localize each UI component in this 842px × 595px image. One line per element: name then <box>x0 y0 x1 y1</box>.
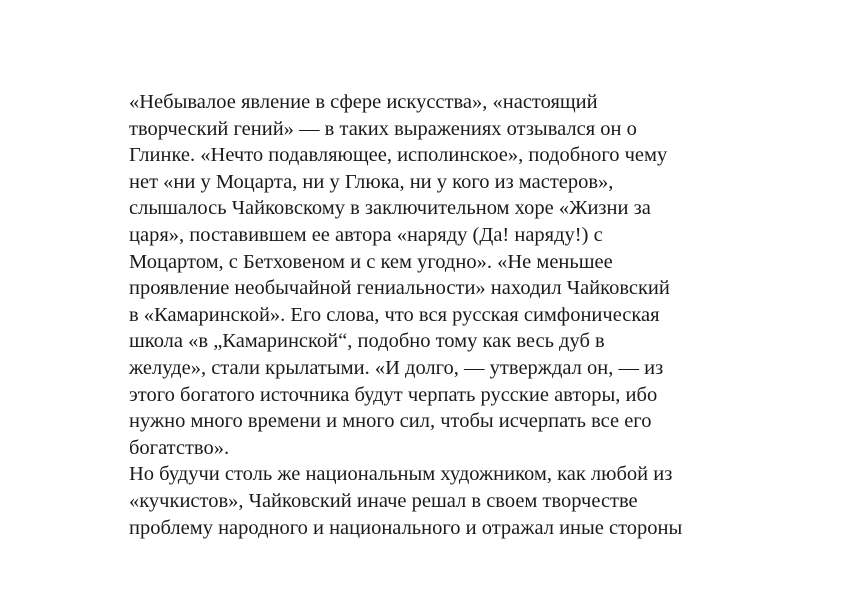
text-line: этого богатого источника будут черпать русские авторы, ибо <box>129 383 658 406</box>
text-line: желуде», стали крылатыми. «И долго, — утверждал он, — из <box>129 356 664 379</box>
text-line: в «Камаринской». Его слова, что вся русская симфоническая <box>129 303 660 326</box>
text-line: проблему народного и национального и отражал иные стороны <box>129 516 683 539</box>
text-line: проявление необычайной гениальности» находил Чайковский <box>129 277 670 300</box>
text-line: творческий гений» — в таких выражениях отзывался он о <box>129 117 637 140</box>
text-line: Моцартом, с Бетховеном и с кем угодно». «Не меньшее <box>129 250 613 273</box>
text-line: Глинке. «Нечто подавляющее, исполинское», подобного чему <box>129 144 668 167</box>
text-line: богатство». <box>129 436 230 459</box>
text-line: слышалось Чайковскому в заключительном хоре «Жизни за <box>129 197 651 220</box>
text-line: школа «в „Камаринской“, подобно тому как весь дуб в <box>129 330 605 353</box>
text-line: «кучкистов», Чайковский иначе решал в своем творчестве <box>129 489 638 512</box>
text-line: нет «ни у Моцарта, ни у Глюка, ни у кого из мастеров», <box>129 170 614 193</box>
text-line: Но будучи столь же национальным художником, как любой из <box>129 463 673 486</box>
text-line: царя», поставившем ее автора «наряду (Да! наряду!) с <box>129 223 603 246</box>
text-line: нужно много времени и много сил, чтобы исчерпать все его <box>129 410 652 433</box>
body-text <box>129 89 729 541</box>
text-line: «Небывалое явление в сфере искусства», «настоящий <box>129 91 598 113</box>
